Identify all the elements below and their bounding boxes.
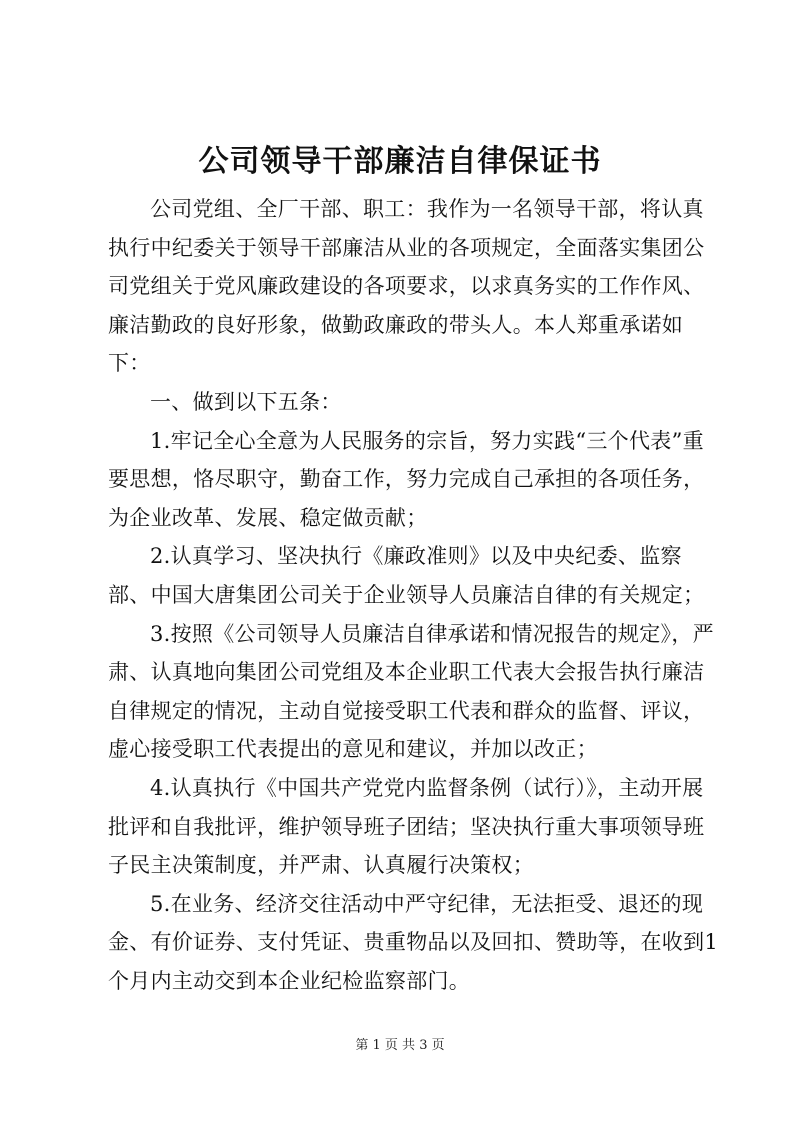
- paragraph-item-1: 1.牢记全心全意为人民服务的宗旨，努力实践“三个代表”重要思想，恪尽职守，勤奋工作，努力完成自己承担的各项任务，为企业改革、发展、稳定做贡献；: [108, 428, 705, 530]
- paragraph-item-2: 2.认真学习、坚决执行《廉政准则》以及中央纪委、监察部、中国大唐集团公司关于企业领导人员廉洁自律的有关规定；: [108, 544, 705, 607]
- document-title: 公司领导干部廉洁自律保证书: [198, 144, 602, 179]
- document-body: [108, 190, 720, 1000]
- paragraph-intro: 公司党组、全厂干部、职工：我作为一名领导干部，将认真执行中纪委关于领导干部廉洁从业的各项规定，全面落实集团公司党组关于党风廉政建设的各项要求，以求真务实的工作作风、廉洁勤政的良好形象，做勤政廉政的带头人。本人郑重承诺如下：: [108, 197, 705, 376]
- page-number-footer: 第 1 页 共 3 页: [355, 1038, 445, 1053]
- paragraph-item-5: 5.在业务、经济交往活动中严守纪律，无法拒受、退还的现金、有价证券、支付凭证、贵重物品以及回扣、赞助等，在收到1个月内主动交到本企业纪检监察部门。: [108, 891, 719, 993]
- paragraph-item-3: 3.按照《公司领导人员廉洁自律承诺和情况报告的规定》，严肃、认真地向集团公司党组及本企业职工代表大会报告执行廉洁自律规定的情况，主动自觉接受职工代表和群众的监督、评议，虚心接受职工代表提出的意见和建议，并加以改正；: [108, 621, 714, 762]
- paragraph-item-4: 4.认真执行《中国共产党党内监督条例（试行）》，主动开展批评和自我批评，维护领导班子团结；坚决执行重大事项领导班子民主决策制度，并严肃、认真履行决策权；: [108, 775, 705, 878]
- paragraph-section-heading: 一、做到以下五条：: [150, 389, 342, 414]
